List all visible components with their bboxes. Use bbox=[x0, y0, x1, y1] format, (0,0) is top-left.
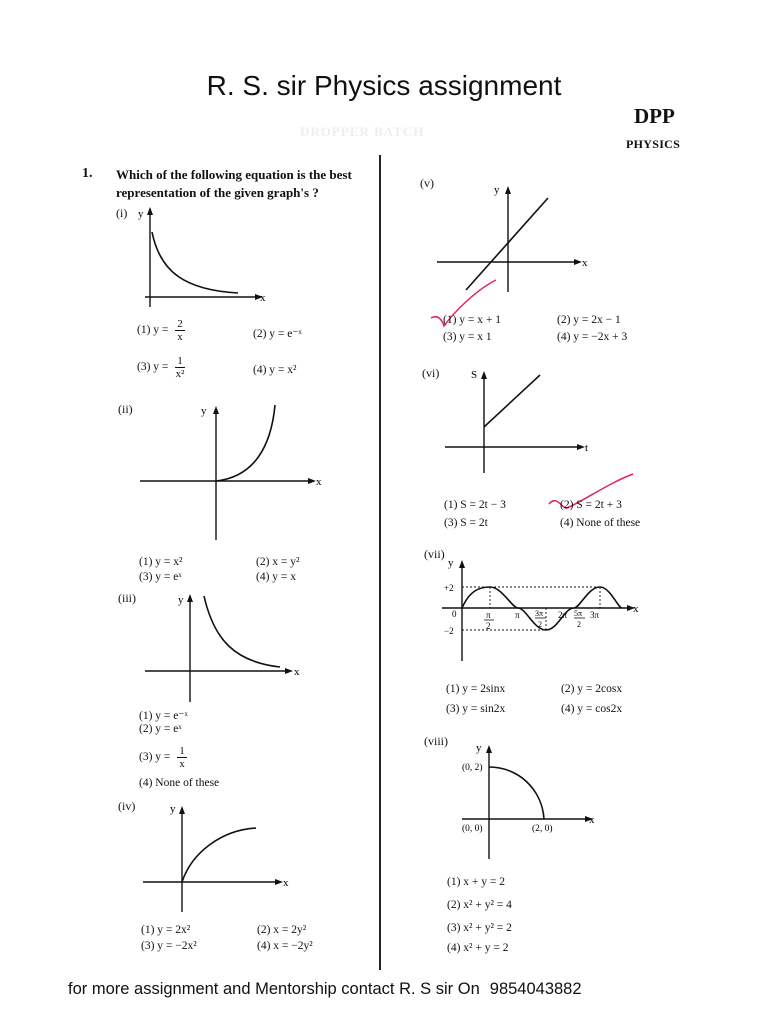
graph-i-option-4: (4) y = x² bbox=[253, 364, 297, 376]
graph-viii-option-1: (1) x + y = 2 bbox=[447, 876, 506, 888]
graph-viii-option-3: (3) x² + y² = 2 bbox=[447, 922, 512, 934]
graph-iii-plot bbox=[140, 590, 305, 705]
graph-vii-ytick-0: 0 bbox=[452, 609, 457, 619]
graph-v-label: (v) bbox=[420, 176, 434, 190]
graph-vii-xtick-2: π bbox=[515, 610, 520, 620]
graph-viii-y-axis: y bbox=[476, 742, 482, 754]
graph-iii-y-axis: y bbox=[178, 594, 184, 606]
graph-vi-y-axis: S bbox=[471, 369, 478, 381]
graph-i-y-axis: y bbox=[138, 208, 144, 220]
graph-v-option-2: (2) y = 2x − 1 bbox=[557, 314, 621, 326]
graph-iv-option-2: (2) x = 2y² bbox=[257, 924, 307, 936]
graph-viii-point-2-0: (2, 0) bbox=[532, 824, 553, 834]
graph-i-x-axis: x bbox=[260, 292, 266, 304]
graph-viii-x-axis: x bbox=[589, 814, 595, 826]
graph-viii-option-4: (4) x² + y = 2 bbox=[447, 942, 509, 954]
graph-i-option-3: (3) y = $\frac{1}{\text{x²}}$ bbox=[137, 355, 185, 380]
graph-vii-plot bbox=[422, 554, 644, 664]
page-title: R. S. sir Physics assignment bbox=[206, 70, 562, 101]
graph-ii-x-axis: x bbox=[316, 476, 322, 488]
graph-vii-xtick-6: 3π bbox=[590, 610, 600, 620]
graph-vii-ytick-plus2: +2 bbox=[444, 583, 454, 593]
graph-iv-option-1: (1) y = 2x² bbox=[141, 924, 191, 936]
graph-viii-label: (viii) bbox=[424, 734, 448, 748]
graph-iv-y-axis: y bbox=[170, 803, 176, 815]
dpp-label: DPP bbox=[634, 104, 675, 128]
question-number: 1. bbox=[82, 166, 93, 181]
graph-v-y-axis: y bbox=[494, 184, 500, 196]
graph-iv-x-axis: x bbox=[283, 877, 289, 889]
graph-iii-option-2: (2) y = eˣ bbox=[139, 723, 182, 735]
graph-vii-xtick-5-den: 2 bbox=[577, 620, 581, 629]
graph-vi-option-1: (1) S = 2t − 3 bbox=[444, 499, 506, 511]
graph-vi-plot bbox=[440, 365, 600, 480]
graph-iv-plot bbox=[140, 800, 295, 915]
graph-v-option-1: (1) y = x + 1 bbox=[443, 314, 502, 326]
graph-iii-option-3: (3) y = $\frac{1}{x}$ bbox=[139, 745, 185, 770]
graph-vii-xtick-3: 3π bbox=[535, 609, 544, 618]
footer-text: for more assignment and Mentorship contact R. S sir On bbox=[68, 980, 480, 998]
footer-contact bbox=[68, 980, 582, 999]
graph-viii-point-origin: (0, 0) bbox=[462, 824, 483, 834]
graph-vii-option-3: (3) y = sin2x bbox=[446, 703, 506, 715]
graph-ii-option-2: (2) x = y² bbox=[256, 556, 300, 568]
graph-iv-label: (iv) bbox=[118, 799, 136, 813]
graph-vi-x-axis: t bbox=[585, 442, 589, 454]
graph-vi-option-4: (4) None of these bbox=[560, 517, 641, 529]
graph-viii-option-2: (2) x² + y² = 4 bbox=[447, 899, 512, 911]
graph-iv-option-3: (3) y = −2x² bbox=[141, 940, 197, 952]
graph-i-option-1: (1) y = $\frac{2}{x}$ bbox=[137, 318, 183, 343]
column-divider bbox=[379, 155, 381, 970]
graph-vii-y-axis: y bbox=[448, 557, 454, 569]
graph-vi-label: (vi) bbox=[422, 366, 440, 380]
graph-v-option-4: (4) y = −2x + 3 bbox=[557, 331, 628, 343]
graph-ii-y-axis: y bbox=[201, 405, 207, 417]
subject-label: PHYSICS bbox=[626, 137, 681, 151]
graph-vii-xtick-3-den: 2 bbox=[538, 620, 542, 629]
graph-vii-x-axis: x bbox=[633, 603, 639, 615]
graph-ii-option-4: (4) y = x bbox=[256, 571, 297, 583]
graph-v-x-axis: x bbox=[582, 257, 588, 269]
graph-viii-plot bbox=[452, 737, 602, 867]
footer-phone: 9854043882 bbox=[489, 980, 582, 998]
graph-vi-option-2: (2) S = 2t + 3 bbox=[560, 499, 622, 511]
graph-viii-point-0-2: (0, 2) bbox=[462, 763, 483, 773]
graph-v-option-3: (3) y = x 1 bbox=[443, 331, 492, 343]
graph-i-label: (i) bbox=[116, 206, 128, 220]
graph-ii-option-1: (1) y = x² bbox=[139, 556, 183, 568]
graph-i-option-2: (2) y = e⁻ˣ bbox=[253, 328, 302, 340]
pen-mark-v bbox=[428, 276, 508, 336]
graph-vii-xtick-4: 2π bbox=[558, 610, 568, 620]
graph-iii-x-axis: x bbox=[294, 666, 300, 678]
graph-vii-option-1: (1) y = 2sinx bbox=[446, 683, 506, 695]
graph-vii-xtick-1-den: 2 bbox=[486, 621, 491, 631]
graph-vii-xtick-1: π bbox=[486, 610, 491, 620]
graph-iii-option-4: (4) None of these bbox=[139, 777, 220, 789]
graph-iii-label: (iii) bbox=[118, 591, 136, 605]
graph-ii-option-3: (3) y = eˣ bbox=[139, 571, 182, 583]
watermark-text: DROPPER BATCH bbox=[300, 124, 425, 139]
graph-i-plot bbox=[130, 202, 270, 312]
graph-ii-label: (ii) bbox=[118, 402, 133, 416]
graph-vii-ytick-minus2: −2 bbox=[444, 626, 454, 636]
graph-vii-option-2: (2) y = 2cosx bbox=[561, 683, 623, 695]
graph-ii-plot bbox=[135, 400, 330, 545]
graph-iii-option-1: (1) y = e⁻ˣ bbox=[139, 710, 188, 722]
graph-iv-option-4: (4) x = −2y² bbox=[257, 940, 313, 952]
graph-vii-xtick-5: 5π bbox=[574, 609, 583, 618]
question-text: Which of the following equation is the best representation of the given graph's ? bbox=[116, 167, 352, 200]
graph-vii-option-4: (4) y = cos2x bbox=[561, 703, 623, 715]
graph-vi-option-3: (3) S = 2t bbox=[444, 517, 488, 529]
graph-vii-label: (vii) bbox=[424, 547, 445, 561]
